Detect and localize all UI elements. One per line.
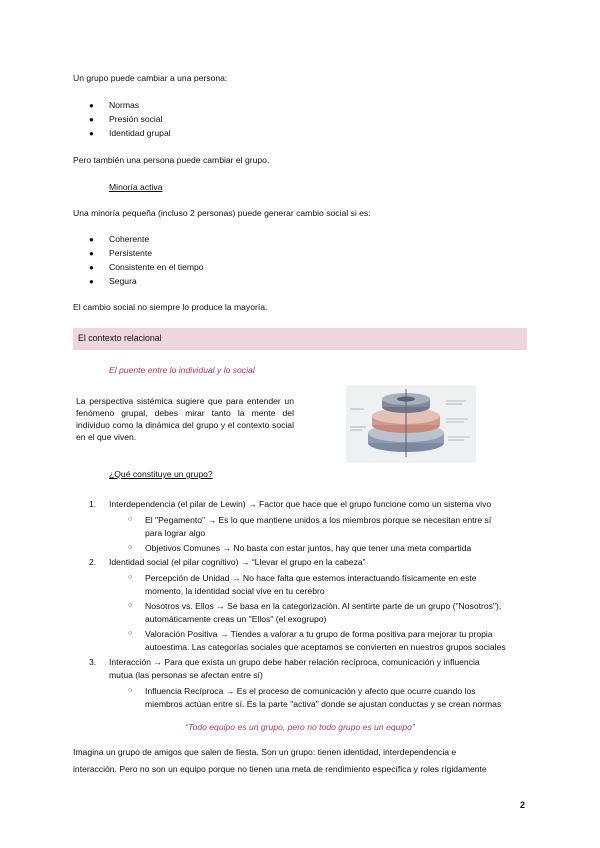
item-line: mutua (las personas se afectan entre sí) xyxy=(109,670,263,680)
systemic-layers-illustration xyxy=(346,385,476,463)
sub-item-line: Nosotros vs. Ellos → Se basa en la categorización. Al sentirte parte de un grupo ("Nosotros"), xyxy=(145,601,502,611)
sub-item-line: Valoración Positiva → Tiendes a valorar a tu grupo de forma positiva para mejorar tu propia xyxy=(145,629,493,639)
bullet-dot: ● xyxy=(89,277,94,286)
minoria-bullet: Coherente xyxy=(109,234,150,244)
item-number: 2. xyxy=(89,557,97,567)
sub-item-line: El "Pegamento" → Es lo que mantiene unidos a los miembros porque se necesitan entre sí xyxy=(145,515,492,525)
minoria-heading: Minoría activa xyxy=(109,182,163,192)
intro-bullet: Identidad grupal xyxy=(109,128,171,138)
sub-item-line: miembros actúan entre sí. Es la parte "activa" donde se ajustan conductas y se crean normas xyxy=(145,699,502,709)
item-line: Interacción → Para que exista un grupo debe haber relación recíproca, comunicación y influencia xyxy=(109,657,480,667)
minoria-bullet: Persistente xyxy=(109,248,152,258)
intro-line: Un grupo puede cambiar a una persona: xyxy=(73,73,228,83)
final-line: Imagina un grupo de amigos que salen de fiesta. Son un grupo: tienen identidad, interdependencia e xyxy=(73,747,457,757)
bullet-dot: ● xyxy=(89,115,94,124)
item-line: Interdependencia (el pilar de Lewin) → Factor que hace que el grupo funcione como un sistema vivo xyxy=(109,499,492,509)
sub-bullet: ○ xyxy=(128,687,133,694)
sub-item-line: Influencia Recíproca → Es el proceso de comunicación y afecto que ocurre cuando los xyxy=(145,686,476,696)
minoria-bullet: Consistente en el tiempo xyxy=(109,262,204,272)
item-number: 3. xyxy=(89,657,97,667)
puente-subtitle: El puente entre lo individual y lo social xyxy=(109,365,255,375)
sub-bullet: ○ xyxy=(128,574,133,581)
puente-paragraph: La perspectiva sistémica sugiere que para entender un fenómeno grupal, debes mirar tanto la mente del individuo como la dinámica del grupo y el contexto social en el que viven. xyxy=(76,396,294,442)
grupo-heading: ¿Qué constituye un grupo? xyxy=(109,469,213,479)
intro-bullet: Presión social xyxy=(109,114,163,124)
sub-item-line: para lograr algo xyxy=(145,528,206,538)
page-number: 2 xyxy=(520,800,526,810)
quote: “Todo equipo es un grupo, pero no todo grupo es un equipo” xyxy=(185,722,415,732)
item-number: 1. xyxy=(89,499,97,509)
sub-bullet: ○ xyxy=(128,544,133,551)
bullet-dot: ● xyxy=(89,235,94,244)
sub-bullet: ○ xyxy=(128,602,133,609)
minoria-closing: El cambio social no siempre lo produce la mayoría. xyxy=(73,302,268,312)
sub-bullet: ○ xyxy=(128,630,133,637)
sub-item-line: Percepción de Unidad → No hace falta que estemos interactuando físicamente en este xyxy=(145,573,477,583)
bullet-dot: ● xyxy=(89,101,94,110)
minoria-intro: Una minoría pequeña (incluso 2 personas) puede generar cambio social si es: xyxy=(73,208,371,218)
sub-bullet: ○ xyxy=(128,516,133,523)
sub-item-line: automáticamente creas un "Ellos" (el exogrupo) xyxy=(145,614,327,624)
sub-item-line: Objetivos Comunes → No basta con estar juntos, hay que tener una meta compartida xyxy=(145,543,472,553)
bullet-dot: ● xyxy=(89,263,94,272)
final-line: interacción. Pero no son un equipo porque no tienen una meta de rendimiento específica y roles rígidamente xyxy=(73,764,487,774)
section-title: El contexto relacional xyxy=(78,333,162,343)
intro-closing: Pero también una persona puede cambiar el grupo. xyxy=(73,155,270,165)
bullet-dot: ● xyxy=(89,129,94,138)
intro-bullet: Normas xyxy=(109,100,140,110)
systemic-layers-figure xyxy=(346,385,476,463)
item-line: Identidad social (el pilar cognitivo) → “Llevar el grupo en la cabeza” xyxy=(109,557,366,567)
sub-item-line: momento, la identidad social vive en tu cerebro xyxy=(145,586,325,596)
sub-item-line: autoestima. Las categorías sociales que aceptamos se convierten en nuestros grupos sociales xyxy=(145,642,506,652)
bullet-dot: ● xyxy=(89,249,94,258)
minoria-bullet: Segura xyxy=(109,276,137,286)
